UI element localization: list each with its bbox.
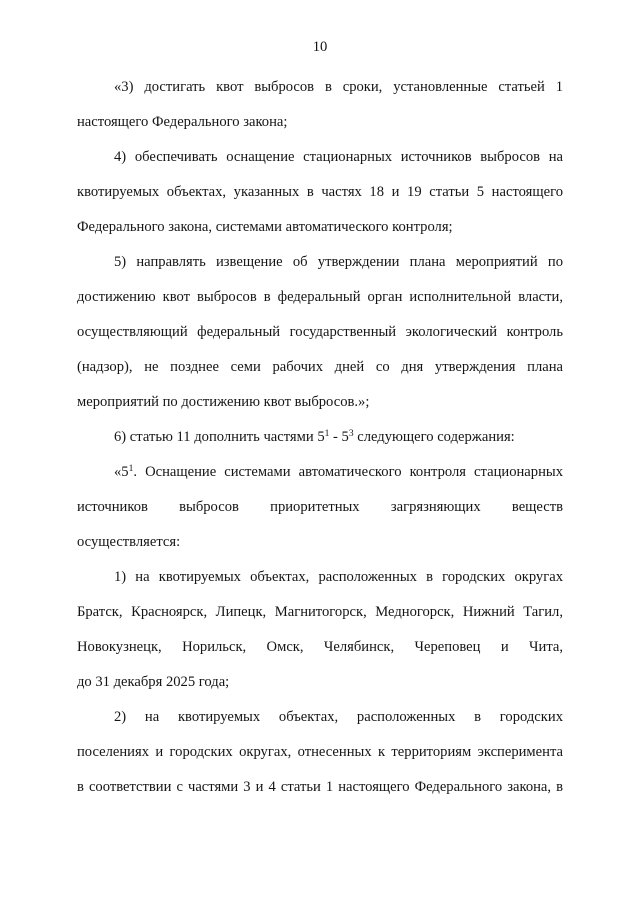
text-line: источников выбросов приоритетных загрязняющих веществ (77, 499, 563, 515)
text-line-with-superscripts (114, 428, 563, 446)
text-line: до 31 декабря 2025 года; (77, 674, 230, 690)
text-line: Новокузнецк, Норильск, Омск, Челябинск, Череповец и Чита, (77, 639, 563, 655)
text-line: (надзор), не позднее семи рабочих дней со дня утверждения плана (77, 359, 563, 375)
superscript: 3 (348, 429, 354, 439)
text-line: «3) достигать квот выбросов в сроки, установленные статьей 1 (114, 79, 563, 95)
text-line: осуществляющий федеральный государственный экологический контроль (77, 324, 563, 340)
text-line: поселениях и городских округах, отнесенных к территориям эксперимента (77, 744, 563, 760)
text-segment: следующего содержания: (353, 429, 515, 445)
text-segment: - 5 (329, 429, 349, 445)
text-line: 5) направлять извещение об утверждении плана мероприятий по (114, 254, 563, 270)
text-line: Федерального закона, системами автоматического контроля; (77, 219, 453, 235)
text-line-with-superscript (114, 463, 563, 481)
text-segment: «5 (114, 464, 129, 480)
page-number: 10 (312, 39, 328, 55)
text-line: мероприятий по достижению квот выбросов.»; (77, 394, 370, 410)
superscript: 1 (128, 464, 134, 474)
text-segment: 5 (317, 429, 325, 445)
text-line: 4) обеспечивать оснащение стационарных источников выбросов на (114, 149, 563, 165)
text-line: достижению квот выбросов в федеральный орган исполнительной власти, (77, 289, 563, 305)
text-line: настоящего Федерального закона; (77, 114, 288, 130)
text-line: 1) на квотируемых объектах, расположенных в городских округах (114, 569, 563, 585)
text-line: Братск, Красноярск, Липецк, Магнитогорск, Медногорск, Нижний Тагил, (77, 604, 563, 620)
text-segment: . Оснащение системами автоматического контроля стационарных (133, 464, 563, 480)
text-line: 2) на квотируемых объектах, расположенных в городских (114, 709, 563, 725)
superscript: 1 (324, 429, 330, 439)
text-line: осуществляется: (77, 534, 181, 550)
text-line: квотируемых объектах, указанных в частях 18 и 19 статьи 5 настоящего (77, 184, 563, 200)
text-segment: 6) статью 11 дополнить частями (114, 429, 314, 445)
text-line: в соответствии с частями 3 и 4 статьи 1 настоящего Федерального закона, в (77, 779, 563, 795)
